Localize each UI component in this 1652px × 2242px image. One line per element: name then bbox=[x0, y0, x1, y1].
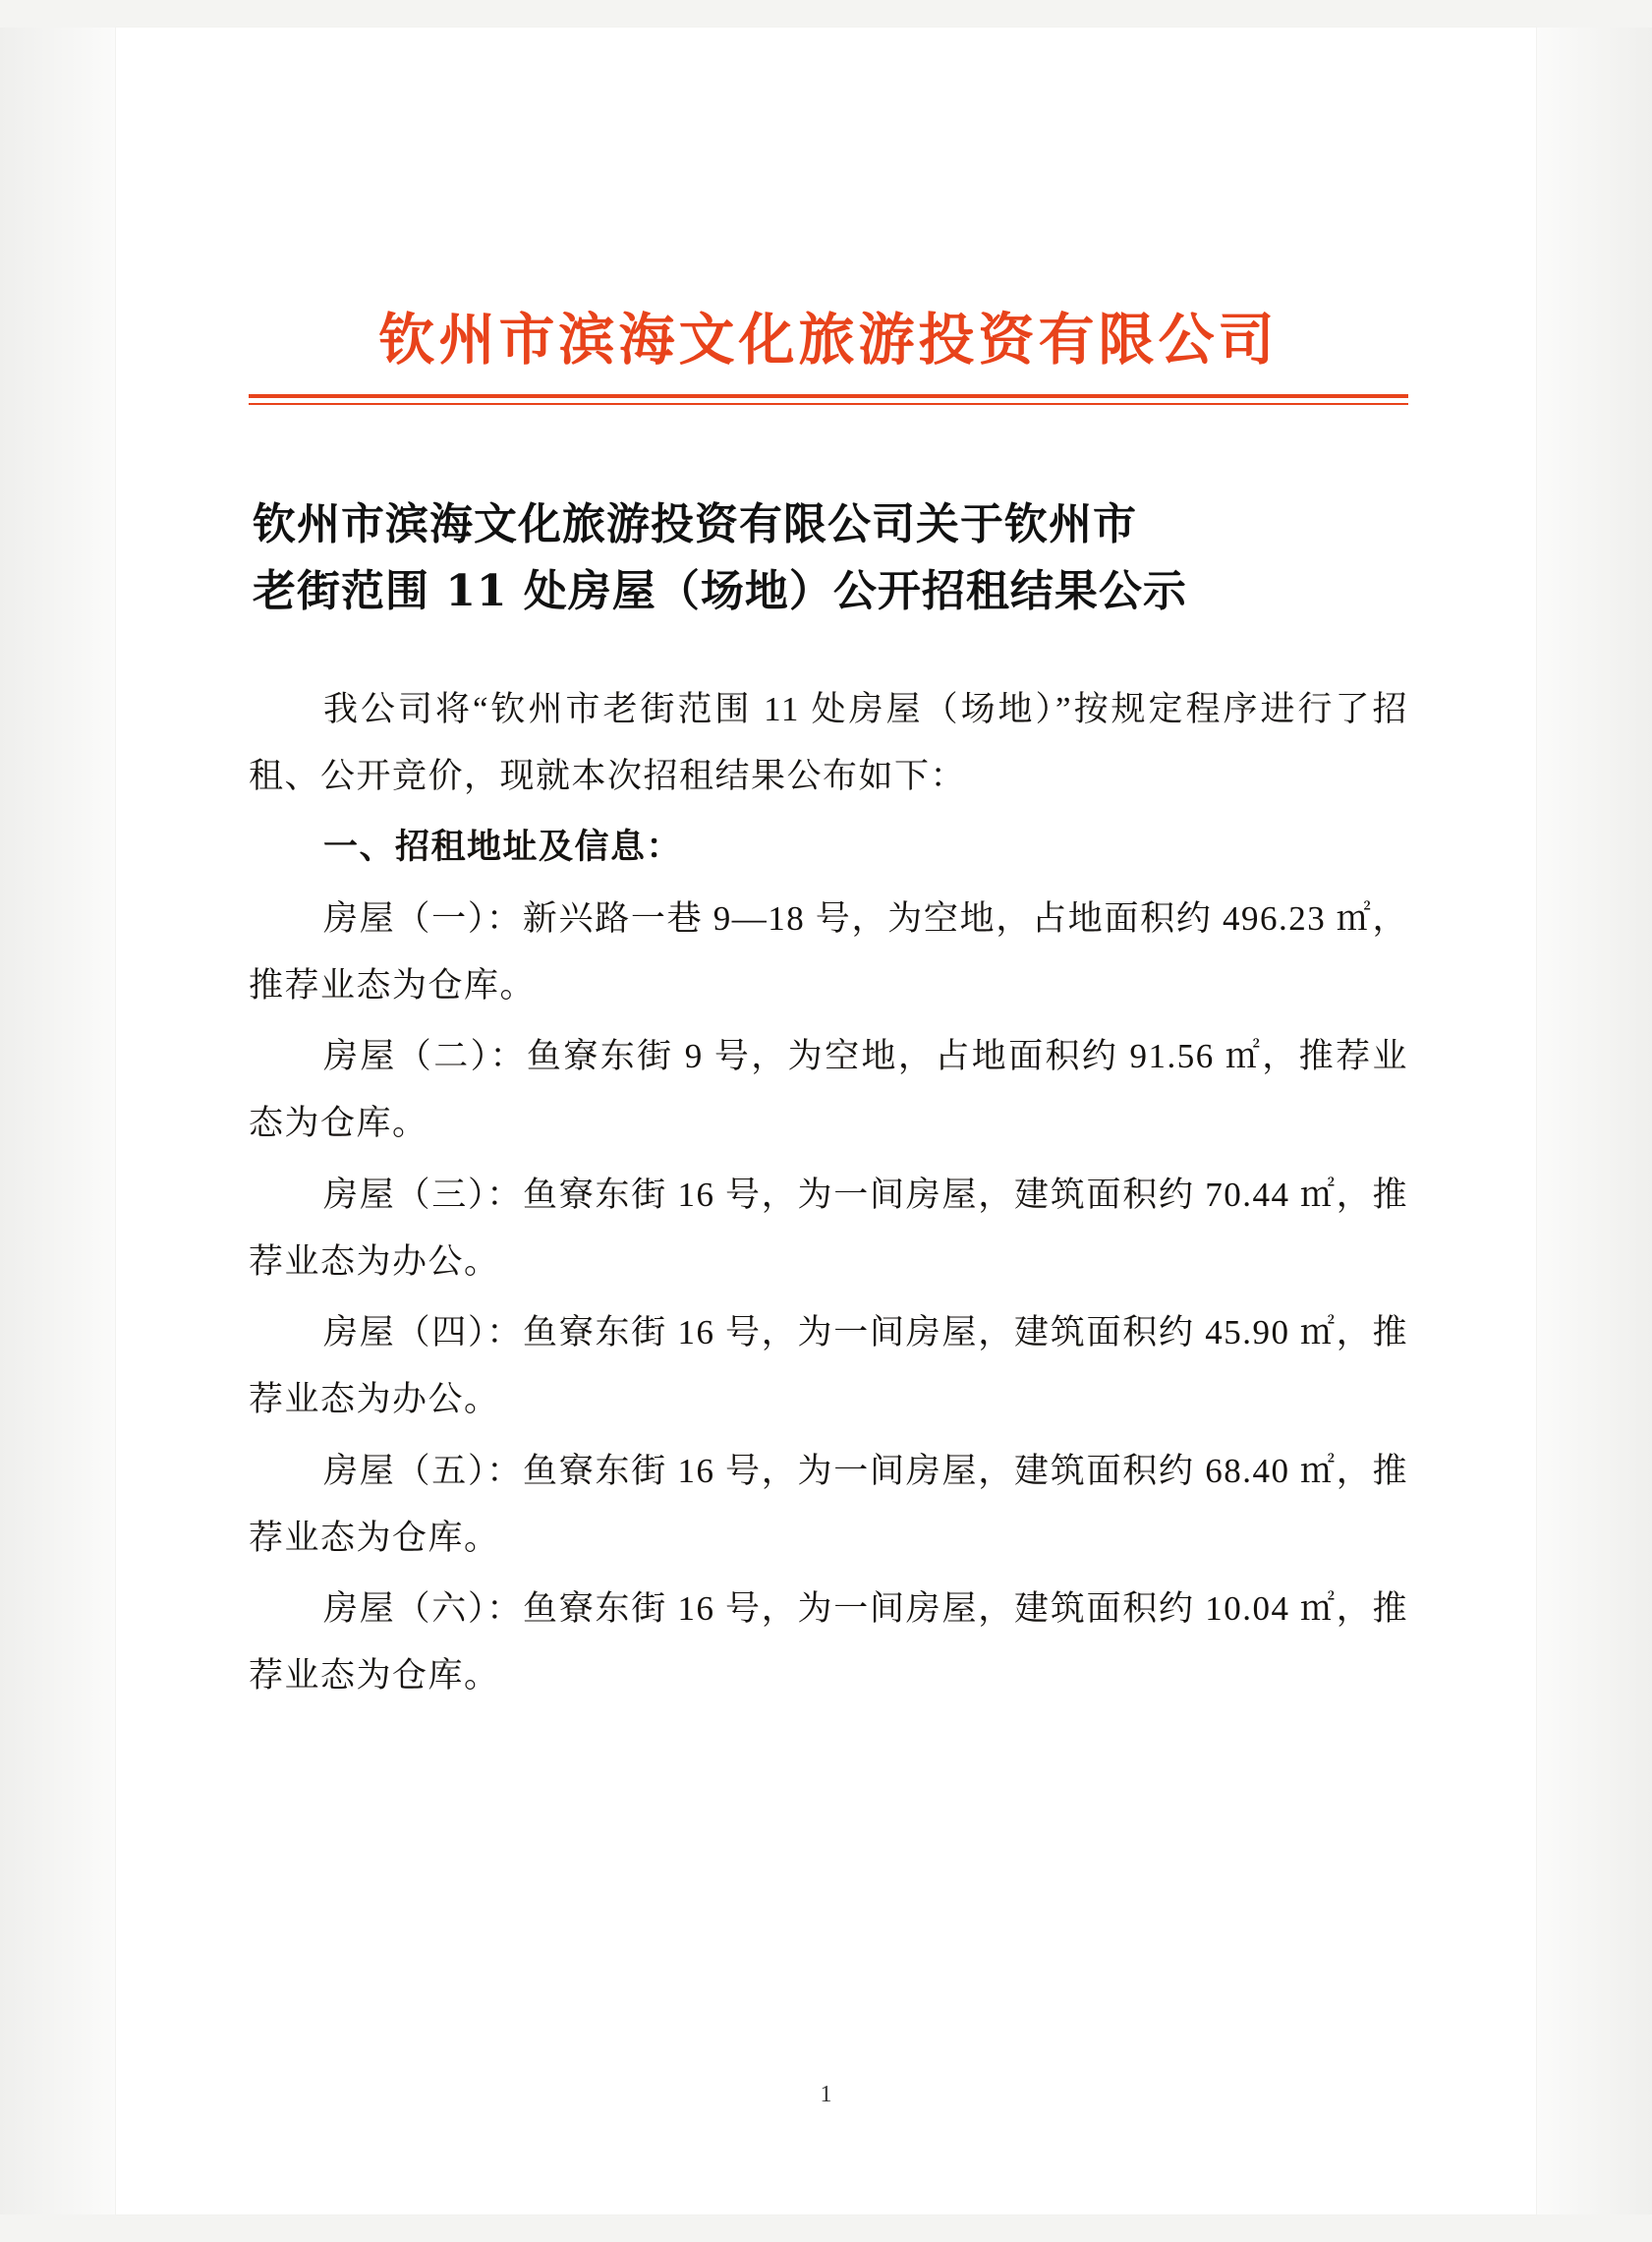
letterhead-rules bbox=[249, 394, 1408, 405]
house-item-6: 房屋（六）：鱼寮东街 16 号，为一间房屋，建筑面积约 10.04 ㎡，推荐业态为仓库。 bbox=[249, 1589, 1408, 1696]
scan-margin-right bbox=[1536, 0, 1652, 2242]
scan-margin-bottom bbox=[0, 2214, 1652, 2242]
letterhead-rule-thick bbox=[249, 394, 1408, 398]
document-title-line-1: 钦州市滨海文化旅游投资有限公司关于钦州市 bbox=[253, 498, 1137, 549]
intro-paragraph: 我公司将“钦州市老街范围 11 处房屋（场地）”按规定程序进行了招租、公开竞价，现就本次招租结果公布如下： bbox=[249, 689, 1408, 796]
house-item-5: 房屋（五）：鱼寮东街 16 号，为一间房屋，建筑面积约 68.40 ㎡，推荐业态为仓库。 bbox=[249, 1451, 1408, 1557]
document-title-line-2: 老街范围 11 处房屋（场地）公开招租结果公示 bbox=[253, 565, 1187, 616]
document-content bbox=[249, 308, 1408, 1714]
document-body bbox=[249, 676, 1408, 1710]
letterhead-rule-thin bbox=[249, 403, 1408, 405]
scan-margin-top bbox=[0, 0, 1652, 28]
page-number: 1 bbox=[820, 2082, 832, 2107]
section-heading-one: 一、招租地址及信息： bbox=[323, 828, 683, 867]
house-item-1: 房屋（一）：新兴路一巷 9—18 号，为空地，占地面积约 496.23 ㎡，推荐业态为仓库。 bbox=[249, 898, 1408, 1005]
house-item-3: 房屋（三）：鱼寮东街 16 号，为一间房屋，建筑面积约 70.44 ㎡，推荐业态为办公。 bbox=[249, 1175, 1408, 1281]
house-item-2: 房屋（二）：鱼寮东街 9 号，为空地，占地面积约 91.56 ㎡，推荐业态为仓库。 bbox=[249, 1037, 1408, 1143]
house-item-4: 房屋（四）：鱼寮东街 16 号，为一间房屋，建筑面积约 45.90 ㎡，推荐业态为办公。 bbox=[249, 1313, 1408, 1419]
scan-margin-left bbox=[0, 0, 116, 2242]
document-title bbox=[249, 491, 1408, 625]
company-letterhead: 钦州市滨海文化旅游投资有限公司 bbox=[378, 307, 1279, 373]
paper-sheet bbox=[116, 28, 1536, 2214]
